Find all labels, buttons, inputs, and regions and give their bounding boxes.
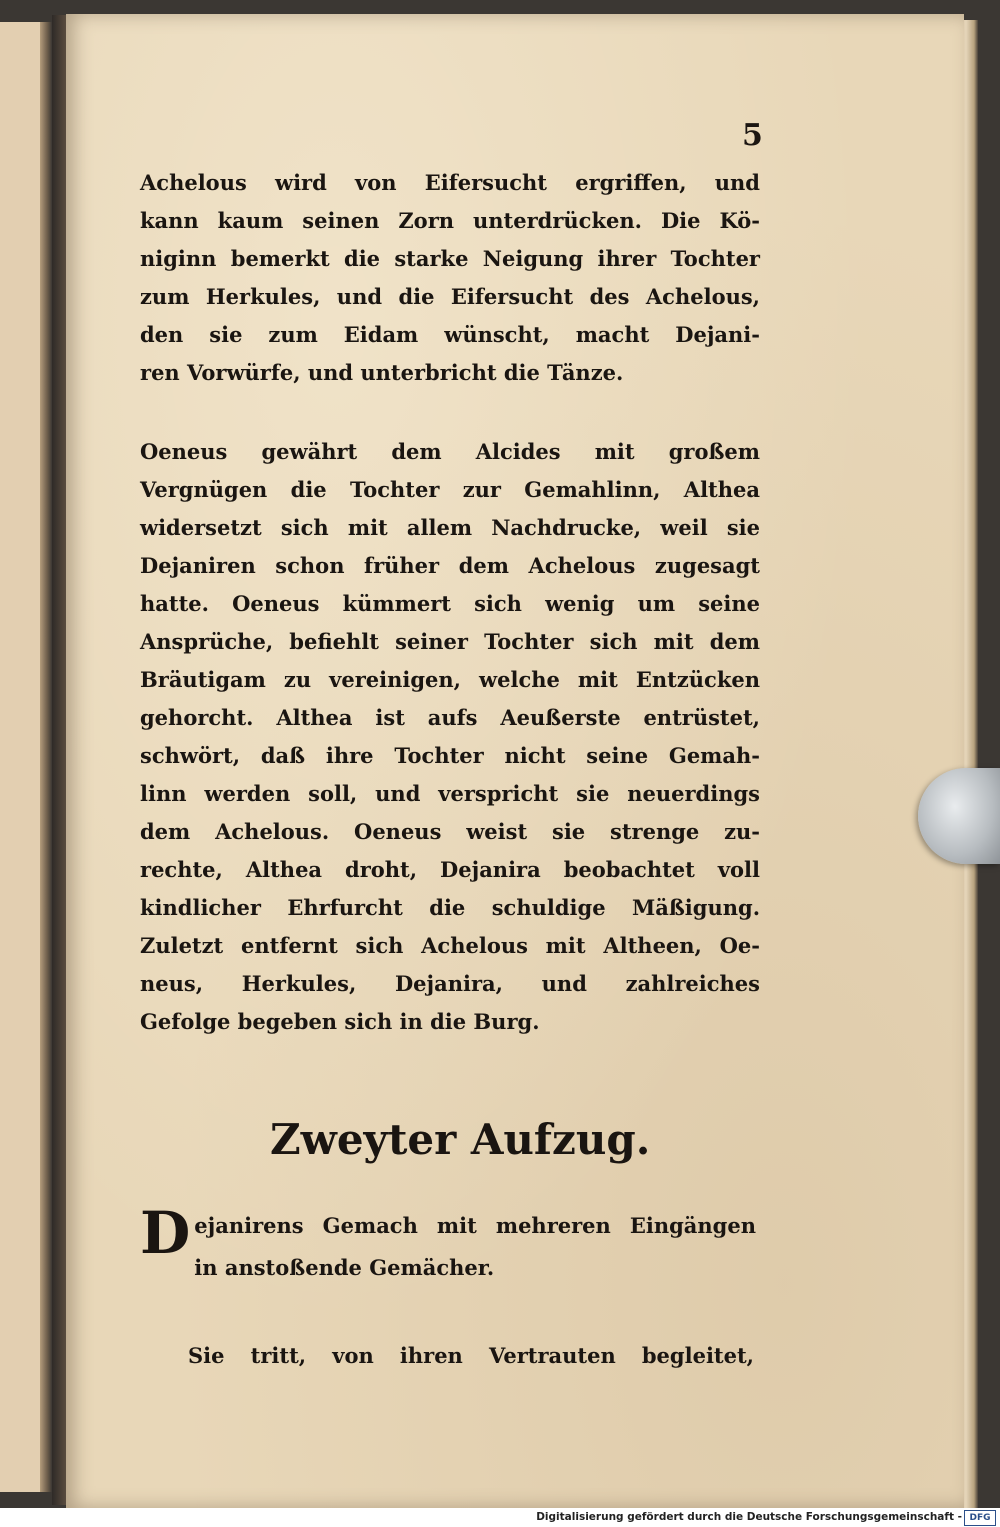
- text-line: gehorcht. Althea ist aufs Aeußerste entrüstet,: [140, 705, 760, 730]
- text-line: niginn bemerkt die starke Neigung ihrer Tochter: [140, 246, 760, 271]
- text-line: Gefolge begeben sich in die Burg.: [140, 1009, 540, 1034]
- footer-credit: Digitalisierung gefördert durch die Deutsche Forschungsgemeinschaft -: [536, 1511, 962, 1523]
- text-line: Zuletzt entfernt sich Achelous mit Altheen, Oe-: [140, 933, 760, 958]
- text-line: kann kaum seinen Zorn unterdrücken. Die Kö-: [140, 208, 760, 233]
- drop-cap: D: [140, 1199, 191, 1267]
- act-heading: Zweyter Aufzug.: [270, 1115, 651, 1164]
- scene-description: [140, 1199, 756, 1289]
- text-line: hatte. Oeneus kümmert sich wenig um seine: [140, 591, 760, 616]
- text-line: Achelous wird von Eifersucht ergriffen, und: [140, 170, 760, 195]
- text-line: zum Herkules, und die Eifersucht des Achelous,: [140, 284, 760, 309]
- text-line: Dejaniren schon früher dem Achelous zugesagt: [140, 553, 760, 578]
- paragraph-1: [140, 164, 760, 392]
- text-line: rechte, Althea droht, Dejanira beobachtet voll: [140, 857, 760, 882]
- text-line: Vergnügen die Tochter zur Gemahlinn, Althea: [140, 477, 760, 502]
- page-number: 5: [742, 118, 763, 153]
- text-line: dem Achelous. Oeneus weist sie strenge zu-: [140, 819, 760, 844]
- text-line: ren Vorwürfe, und unterbricht die Tänze.: [140, 360, 624, 385]
- text-line: den sie zum Eidam wünscht, macht Dejani-: [140, 322, 760, 347]
- book-gutter: [52, 15, 66, 1505]
- dfg-logo: DFG: [964, 1510, 996, 1526]
- text-line: Bräutigam zu vereinigen, welche mit Entzücken: [140, 667, 760, 692]
- text-line: linn werden soll, und verspricht sie neuerdings: [140, 781, 760, 806]
- text-line: widersetzt sich mit allem Nachdrucke, weil sie: [140, 515, 760, 540]
- left-page-shadow: [40, 22, 52, 1492]
- text-line: kindlicher Ehrfurcht die schuldige Mäßigung.: [140, 895, 760, 920]
- text-line: schwört, daß ihre Tochter nicht seine Gemah-: [140, 743, 760, 768]
- text-line: neus, Herkules, Dejanira, und zahlreiches: [140, 971, 760, 996]
- stage-direction: Sie tritt, von ihren Vertrauten begleitet,: [188, 1343, 754, 1368]
- text-line: Ansprüche, befiehlt seiner Tochter sich mit dem: [140, 629, 760, 654]
- scene-line: in anstoßende Gemächer.: [194, 1255, 495, 1280]
- scene-line: ejanirens Gemach mit mehreren Eingängen: [194, 1213, 756, 1238]
- text-line: Oeneus gewährt dem Alcides mit großem: [140, 439, 760, 464]
- paragraph-2: [140, 433, 760, 1041]
